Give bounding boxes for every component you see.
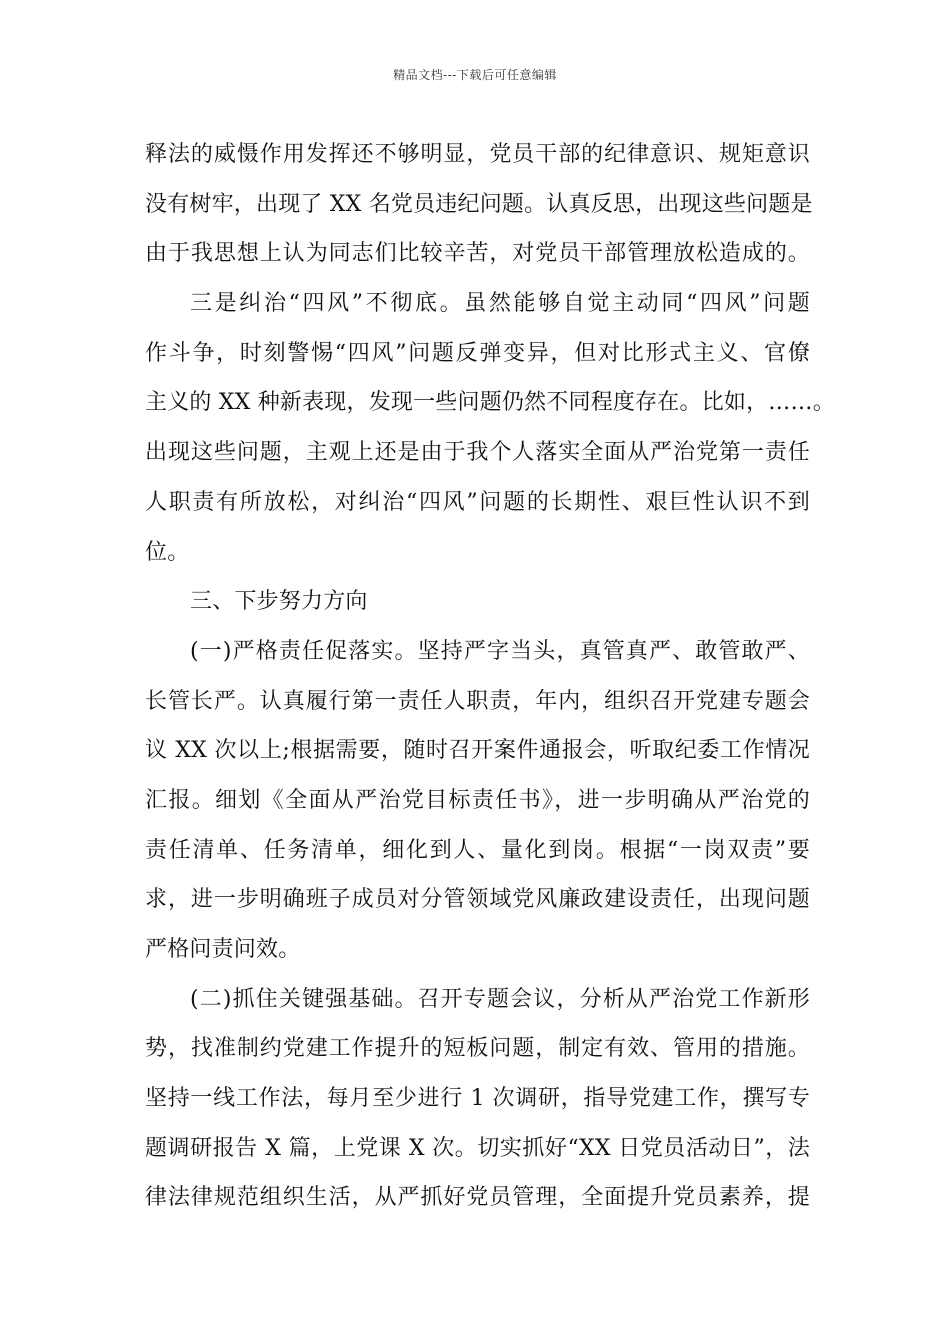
text-line: 出现这些问题，主观上还是由于我个人落实全面从严治党第一责任 <box>145 440 810 466</box>
text-line: 释法的威慑作用发挥还不够明显，党员干部的纪律意识、规矩意识 <box>145 142 810 167</box>
text-line: 题调研报告 X 篇，上党课 X 次。切实抓好“XX 日党员活动日”，法 <box>145 1135 810 1161</box>
text-line: 律法律规范组织生活，从严抓好党员管理，全面提升党员素养，提 <box>145 1185 810 1211</box>
text-line: 作斗争，时刻警惕“四风”问题反弹变异，但对比形式主义、官僚 <box>145 340 810 366</box>
text-line: 求，进一步明确班子成员对分管领域党风廉政建设责任，出现问题 <box>145 887 810 913</box>
text-line: 人职责有所放松，对纠治“四风”问题的长期性、艰巨性认识不到 <box>145 489 810 515</box>
text-line: 没有树牢，出现了 XX 名党员违纪问题。认真反思，出现这些问题是 <box>145 191 813 217</box>
text-line: 严格问责问效。 <box>145 937 301 962</box>
text-line: 坚持一线工作法，每月至少进行 1 次调研，指导党建工作，撰写专 <box>145 1086 810 1112</box>
page-header: 精品文档---下载后可任意编辑 <box>393 68 557 82</box>
text-line: 主义的 XX 种新表现，发现一些问题仍然不同程度存在。比如，……。 <box>145 390 835 416</box>
text-line: 议 XX 次以上;根据需要，随时召开案件通报会，听取纪委工作情况 <box>145 738 810 764</box>
text-line: 由于我思想上认为同志们比较辛苦，对党员干部管理放松造成的。 <box>145 241 810 267</box>
paragraph-start-line: (一)严格责任促落实。坚持严字当头，真管真严、敢管敢严、 <box>190 638 810 664</box>
text-line: 责任清单、任务清单，细化到人、量化到岗。根据“一岗双责”要 <box>145 837 810 863</box>
text-line: 长管长严。认真履行第一责任人职责，年内，组织召开党建专题会 <box>145 688 810 714</box>
section-heading: 三、下步努力方向 <box>190 589 368 615</box>
document-body <box>145 130 835 1223</box>
text-line: 势，找准制约党建工作提升的短板问题，制定有效、管用的措施。 <box>145 1036 810 1062</box>
text-line: 汇报。细划《全面从严治党目标责任书》，进一步明确从严治党的 <box>145 787 810 813</box>
paragraph-start-line: (二)抓住关键强基础。召开专题会议，分析从严治党工作新形 <box>190 986 810 1012</box>
text-line: 位。 <box>145 539 190 565</box>
paragraph-start-line: 三是纠治“四风”不彻底。虽然能够自觉主动同“四风”问题 <box>190 291 810 317</box>
